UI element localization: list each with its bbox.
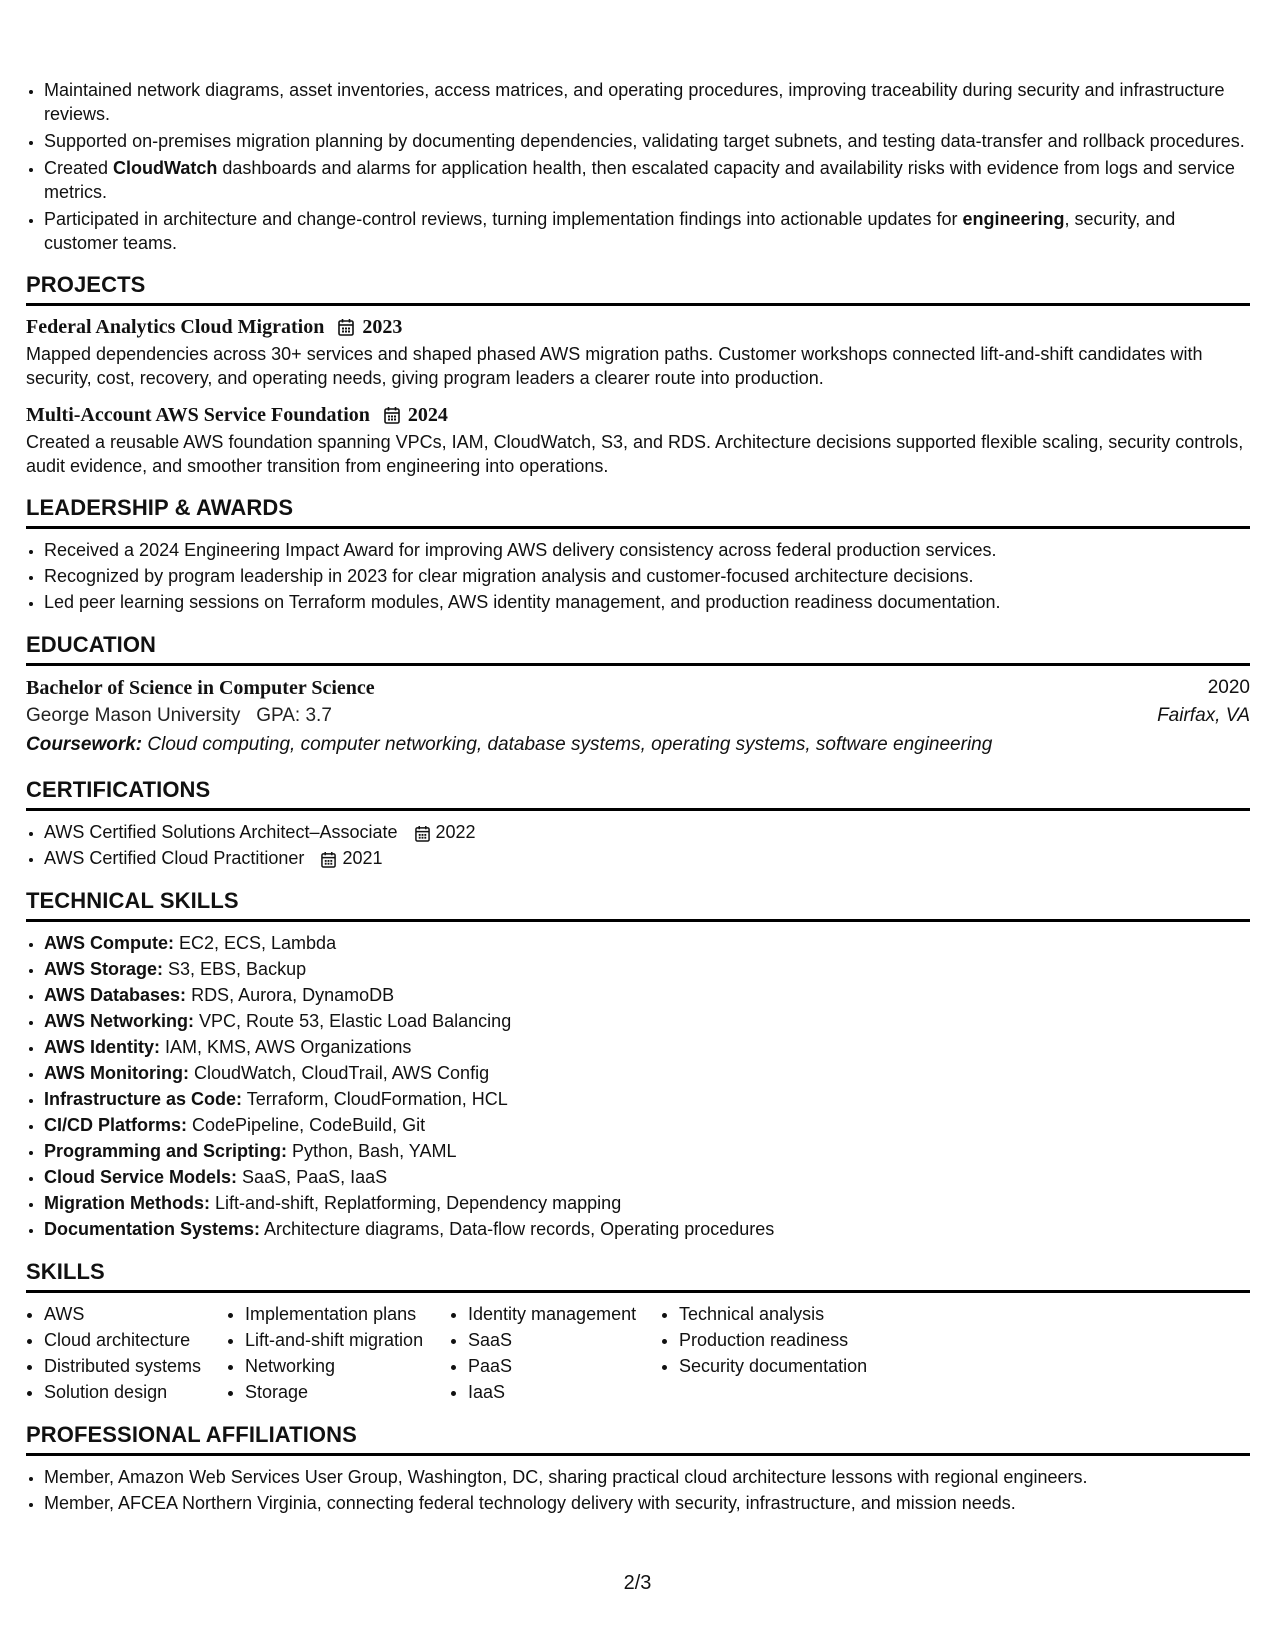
skill-item: • Technical analysis (679, 1301, 909, 1327)
certification-year: 2022 (435, 822, 476, 842)
project-name: Multi-Account AWS Service Foundation (26, 404, 370, 426)
affiliations-section (26, 1421, 1250, 1516)
skill-item: • AWS (44, 1301, 227, 1327)
affiliation-item: • Member, AFCEA Northern Virginia, connecting federal technology delivery with security, infrastructure, and mission needs. (44, 1490, 1250, 1516)
project-description: Created a reusable AWS foundation spanning VPCs, IAM, CloudWatch, S3, and RDS. Architecture decisions supported flexible scaling, security controls, audit evidence, and smoother transition from engineering into operations. (26, 432, 1244, 476)
school-name: George Mason University (26, 705, 241, 726)
skill-item: • PaaS (468, 1353, 661, 1379)
calendar-icon (338, 318, 354, 336)
technical-skills-list (26, 930, 1250, 1242)
certifications-list (26, 819, 1250, 871)
affiliations-list (26, 1464, 1250, 1516)
experience-bullet: • Supported on-premises migration planning by documenting dependencies, validating target subnets, and testing data-transfer and rollback procedures. (44, 129, 1250, 153)
graduation-year: 2020 (1207, 677, 1250, 698)
leadership-item: • Recognized by program leadership in 2023 for clear migration analysis and customer-focused architecture decisions. (44, 563, 1250, 589)
affiliation-item: • Member, Amazon Web Services User Group, Washington, DC, sharing practical cloud architecture lessons with regional engineers. (44, 1464, 1250, 1490)
skills-grid (26, 1293, 1250, 1405)
section-title: PROJECTS (26, 271, 1250, 306)
project-heading (26, 314, 1250, 340)
technical-skill-item: • AWS Compute: EC2, ECS, Lambda (44, 930, 1250, 956)
technical-skill-item: • Documentation Systems: Architecture diagrams, Data-flow records, Operating procedures (44, 1216, 1250, 1242)
coursework-label: Coursework: (26, 734, 143, 755)
leadership-list (26, 537, 1250, 615)
calendar-icon (384, 406, 400, 424)
certification-item (44, 819, 1250, 845)
project-name: Federal Analytics Cloud Migration (26, 316, 325, 338)
technical-skill-item: • AWS Monitoring: CloudWatch, CloudTrail, AWS Config (44, 1060, 1250, 1086)
skills-column (661, 1301, 909, 1405)
skill-item: • Identity management (468, 1301, 661, 1327)
certification-name: AWS Certified Solutions Architect–Associate (44, 822, 398, 842)
project-year: 2023 (362, 316, 403, 338)
skill-item: • Production readiness (679, 1327, 909, 1353)
skills-column (227, 1301, 450, 1405)
skill-item: • Lift-and-shift migration (245, 1327, 450, 1353)
project-year: 2024 (407, 404, 448, 426)
education-school-row (26, 702, 1250, 730)
skill-item: • Solution design (44, 1379, 227, 1405)
skill-item: • Networking (245, 1353, 450, 1379)
leadership-item: • Received a 2024 Engineering Impact Award for improving AWS delivery consistency across federal production services. (44, 537, 1250, 563)
skill-item: • Distributed systems (44, 1353, 227, 1379)
calendar-icon (321, 851, 336, 868)
projects-section (26, 271, 1250, 478)
technical-skill-item: • Cloud Service Models: SaaS, PaaS, IaaS (44, 1164, 1250, 1190)
leadership-item: • Led peer learning sessions on Terraform modules, AWS identity management, and production readiness documentation. (44, 589, 1250, 615)
certification-name: AWS Certified Cloud Practitioner (44, 848, 305, 868)
page-number: 2/3 (623, 1572, 652, 1594)
skill-item: • Implementation plans (245, 1301, 450, 1327)
section-title: EDUCATION (26, 631, 1250, 666)
experience-bullet: • Maintained network diagrams, asset inventories, access matrices, and operating procedures, improving traceability during security and infrastructure reviews. (44, 78, 1250, 126)
skill-item: • SaaS (468, 1327, 661, 1353)
skill-item: • IaaS (468, 1379, 661, 1405)
skill-item: • Security documentation (679, 1353, 909, 1379)
certification-item (44, 845, 1250, 871)
technical-skill-item: • AWS Databases: RDS, Aurora, DynamoDB (44, 982, 1250, 1008)
project-heading (26, 402, 1250, 428)
section-title: LEADERSHIP & AWARDS (26, 494, 1250, 529)
skill-item: • Storage (245, 1379, 450, 1405)
skills-column (26, 1301, 227, 1405)
coursework-list: Cloud computing, computer networking, database systems, operating systems, software engineering (147, 734, 993, 755)
section-title: PROFESSIONAL AFFILIATIONS (26, 1421, 1250, 1456)
technical-skills-section (26, 887, 1250, 1242)
degree: Bachelor of Science in Computer Science (26, 677, 375, 699)
resume-content (26, 78, 1250, 1516)
skill-item: • Cloud architecture (44, 1327, 227, 1353)
experience-bullet: • Created CloudWatch dashboards and alarms for application health, then escalated capacity and availability risks with evidence from logs and service metrics. (44, 156, 1250, 204)
certifications-section (26, 776, 1250, 871)
gpa: GPA: 3.7 (256, 705, 332, 726)
technical-skill-item: • AWS Networking: VPC, Route 53, Elastic Load Balancing (44, 1008, 1250, 1034)
technical-skill-item: • Infrastructure as Code: Terraform, CloudFormation, HCL (44, 1086, 1250, 1112)
experience-bullet: • Participated in architecture and change-control reviews, turning implementation findings into actionable updates for engineering, security, and customer teams. (44, 207, 1250, 255)
technical-skill-item: • Migration Methods: Lift-and-shift, Replatforming, Dependency mapping (44, 1190, 1250, 1216)
leadership-section (26, 494, 1250, 615)
technical-skill-item: • AWS Storage: S3, EBS, Backup (44, 956, 1250, 982)
section-title: TECHNICAL SKILLS (26, 887, 1250, 922)
section-title: CERTIFICATIONS (26, 776, 1250, 811)
technical-skill-item: • AWS Identity: IAM, KMS, AWS Organizations (44, 1034, 1250, 1060)
calendar-icon (415, 825, 430, 842)
project-description: Mapped dependencies across 30+ services and shaped phased AWS migration paths. Customer workshops connected lift-and-shift candidates with security, cost, recovery, and operating needs, giving program leaders a clearer route into production. (26, 344, 1203, 388)
certification-year: 2021 (342, 848, 383, 868)
education-degree-row (26, 674, 1250, 702)
education-section (26, 631, 1250, 760)
section-title: SKILLS (26, 1258, 1250, 1293)
experience-bullets (26, 78, 1250, 255)
technical-skill-item: • Programming and Scripting: Python, Bash, YAML (44, 1138, 1250, 1164)
technical-skill-item: • CI/CD Platforms: CodePipeline, CodeBuild, Git (44, 1112, 1250, 1138)
skills-column (450, 1301, 661, 1405)
skills-section (26, 1258, 1250, 1405)
school-location: Fairfax, VA (1157, 705, 1250, 726)
coursework (26, 730, 1250, 760)
